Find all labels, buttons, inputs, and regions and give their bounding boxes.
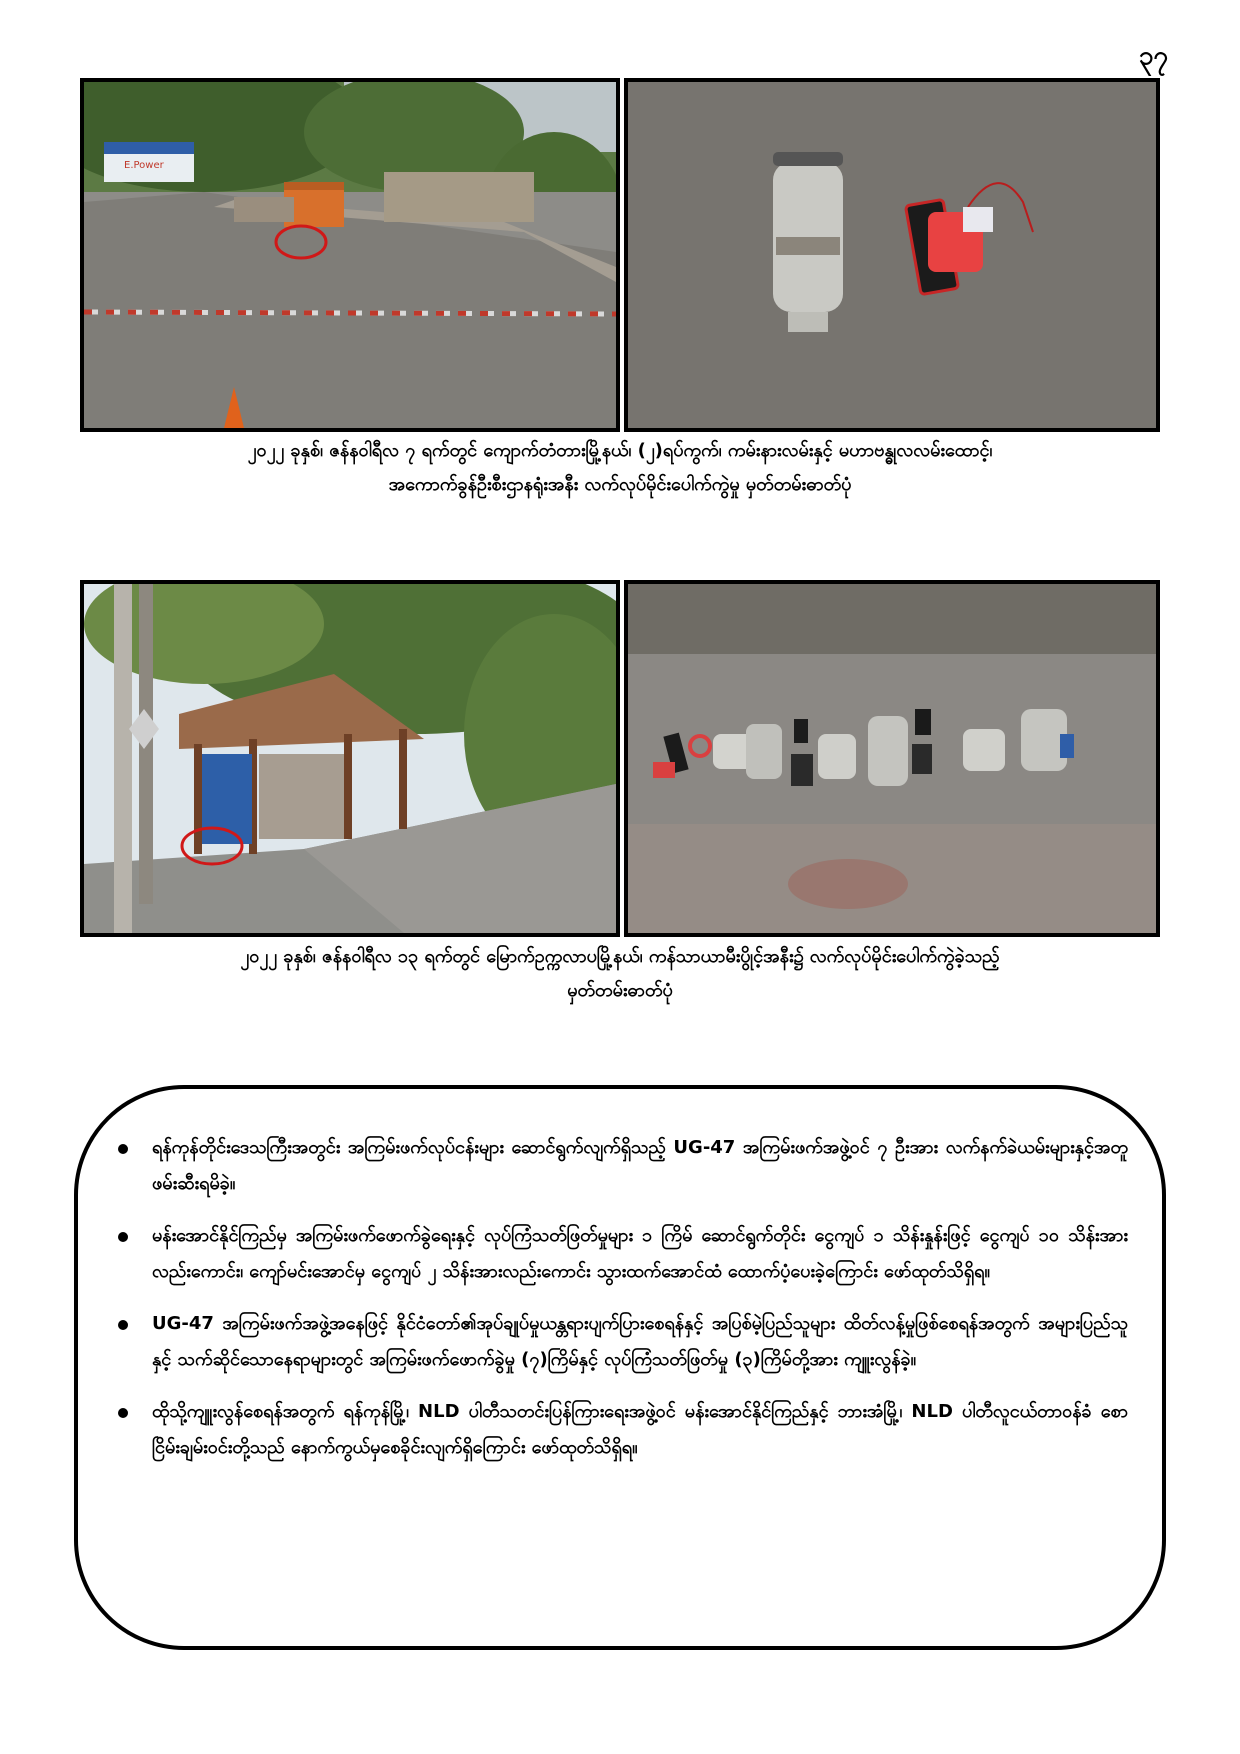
photo-bus-shelter — [80, 580, 620, 937]
bullet-item: UG-47 အကြမ်းဖက်အဖွဲ့အနေဖြင့် နိုင်ငံတော်၏အုပ်ချုပ်မှုယန္တရားပျက်ပြားစေရန်နှင့် အပြစ်မဲ့ပြည်သူများ ထိတ်လန့်မှုဖြစ်စေရန်အတွက် အများပြည်သူနှင့် သက်ဆိုင်သောနေရာများတွင် အကြမ်းဖက်ဖောက်ခွဲမှု (၇)ကြိမ်နှင့် လုပ်ကြံသတ်ဖြတ်မှု (၃)ကြိမ်တို့အား ကျူးလွန်ခဲ့။ — [118, 1306, 1128, 1378]
photo-street-dumpster — [80, 78, 620, 432]
bullet-item: ထိုသို့ကျူးလွန်စေရန်အတွက် ရန်ကုန်မြို့၊ NLD ပါတီသတင်းပြန်ကြားရေးအဖွဲ့ဝင် မန်းအောင်နိုင်ကြည်နှင့် ဘားအံမြို့၊ NLD ပါတီလူငယ်တာဝန်ခံ စောငြိမ်းချမ်းဝင်းတို့သည် နောက်ကွယ်မှစေခိုင်းလျက်ရှိကြောင်း ဖော်ထုတ်သိရှိရ။ — [118, 1394, 1128, 1466]
caption-1-line-1: ၂၀၂၂ ခုနှစ်၊ ဇန်နဝါရီလ ၇ ရက်တွင် ကျောက်တံတားမြို့နယ်၊ (၂)ရပ်ကွက်၊ ကမ်းနားလမ်းနှင့် မဟာဗန္ဓုလလမ်းထောင့်၊ — [247, 440, 993, 461]
photo-caption-2 — [80, 940, 1160, 1008]
photo-caption-1 — [80, 434, 1160, 502]
bullet-item: ရန်ကုန်တိုင်းဒေသကြီးအတွင်း အကြမ်းဖက်လုပ်ငန်းများ ဆောင်ရွက်လျက်ရှိသည့် UG-47 အကြမ်းဖက်အဖွဲ့ဝင် ၇ ဦးအား လက်နက်ခဲယမ်းများနှင့်အတူ ဖမ်းဆီးရမိခဲ့။ — [118, 1130, 1128, 1202]
page-number: ၃၇ — [1138, 41, 1168, 71]
caption-2-line-1: ၂၀၂၂ ခုနှစ်၊ ဇန်နဝါရီလ ၁၃ ရက်တွင် မြောက်ဥက္ကလာပမြို့နယ်၊ ကန်သာယာမီးပွိုင့်အနီး၌ လက်လုပ်မိုင်းပေါက်ကွဲခဲ့သည့် — [240, 946, 1000, 967]
caption-2-line-2: မှတ်တမ်းဓာတ်ပုံ — [567, 980, 673, 1001]
summary-bullet-list — [118, 1130, 1128, 1482]
caption-1-line-2: အကောက်ခွန်ဦးစီးဌာနရုံးအနီး လက်လုပ်မိုင်းပေါက်ကွဲမှု မှတ်တမ်းဓာတ်ပုံ — [388, 474, 852, 495]
bullet-item: မန်းအောင်နိုင်ကြည်မှ အကြမ်းဖက်ဖောက်ခွဲရေးနှင့် လုပ်ကြံသတ်ဖြတ်မှုများ ၁ ကြိမ် ဆောင်ရွက်တိုင်း ငွေကျပ် ၁ သိန်းနှုန်းဖြင့် ငွေကျပ် ၁၀ သိန်းအားလည်းကောင်း၊ ကျော်မင်းအောင်မှ ငွေကျပ် ၂ သိန်းအားလည်းကောင်း သွားထက်အောင်ထံ ထောက်ပံ့ပေးခဲ့ကြောင်း ဖော်ထုတ်သိရှိရ။ — [118, 1218, 1128, 1290]
store-sign-text: E.Power — [124, 160, 164, 171]
photo-device-1 — [624, 78, 1160, 432]
photo-device-2 — [624, 580, 1160, 937]
